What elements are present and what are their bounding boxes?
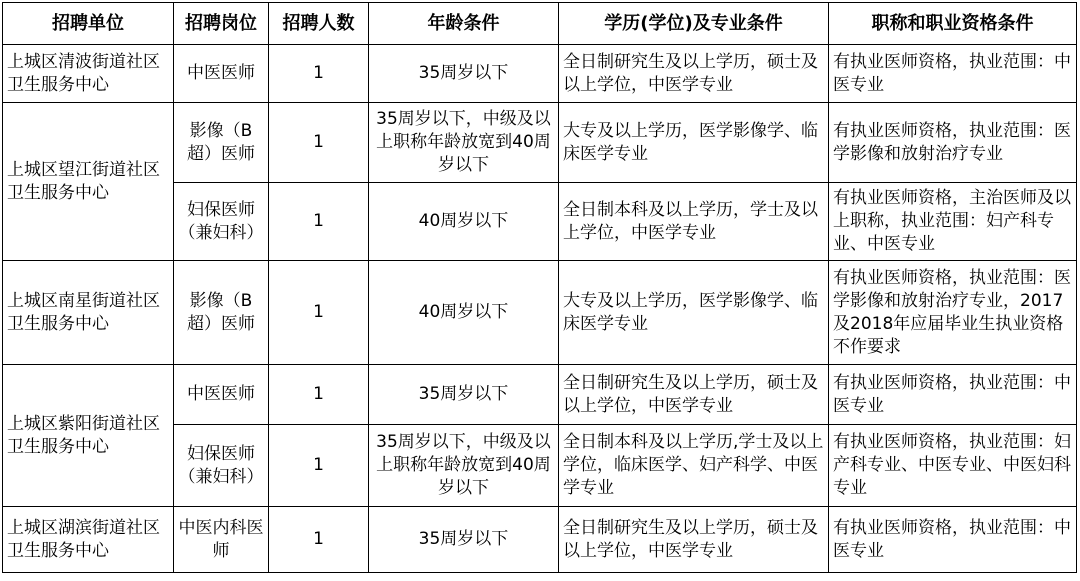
education-cell: 大专及以上学历，医学影像学、临床医学专业 — [559, 261, 829, 365]
header-post: 招聘岗位 — [174, 3, 269, 45]
qualification-cell: 有执业医师资格，执业范围：中医专业 — [829, 365, 1077, 425]
education-cell: 全日制研究生及以上学历，硕士及以上学位，中医学专业 — [559, 365, 829, 425]
post-cell: 中医内科医师 — [174, 507, 269, 573]
unit-cell: 上城区南星街道社区卫生服务中心 — [3, 261, 174, 365]
header-count: 招聘人数 — [269, 3, 369, 45]
count-cell: 1 — [269, 183, 369, 261]
table-row — [3, 365, 1077, 425]
age-cell: 35周岁以下 — [369, 45, 559, 103]
unit-cell: 上城区望江街道社区卫生服务中心 — [3, 103, 174, 261]
count-cell: 1 — [269, 261, 369, 365]
education-cell: 全日制研究生及以上学历，硕士及以上学位，中医学专业 — [559, 45, 829, 103]
post-cell: 中医医师 — [174, 365, 269, 425]
age-cell: 40周岁以下 — [369, 183, 559, 261]
table-row — [3, 507, 1077, 573]
post-cell: 妇保医师（兼妇科） — [174, 425, 269, 507]
count-cell: 1 — [269, 507, 369, 573]
post-cell: 中医医师 — [174, 45, 269, 103]
education-cell: 大专及以上学历，医学影像学、临床医学专业 — [559, 103, 829, 183]
recruitment-table — [2, 2, 1077, 573]
unit-cell: 上城区清波街道社区卫生服务中心 — [3, 45, 174, 103]
post-cell: 影像（B超）医师 — [174, 103, 269, 183]
table-row — [3, 103, 1077, 183]
education-cell: 全日制本科及以上学历，学士及以上学位，中医学专业 — [559, 183, 829, 261]
header-age: 年龄条件 — [369, 3, 559, 45]
education-cell: 全日制研究生及以上学历，硕士及以上学位，中医学专业 — [559, 507, 829, 573]
qualification-cell: 有执业医师资格，执业范围：中医专业 — [829, 507, 1077, 573]
age-cell: 35周岁以下 — [369, 365, 559, 425]
qualification-cell: 有执业医师资格，执业范围：妇产科专业、中医专业、中医妇科专业 — [829, 425, 1077, 507]
qualification-cell: 有执业医师资格，执业范围：中医专业 — [829, 45, 1077, 103]
age-cell: 35周岁以下 — [369, 507, 559, 573]
table-row — [3, 261, 1077, 365]
post-cell: 妇保医师（兼妇科） — [174, 183, 269, 261]
count-cell: 1 — [269, 45, 369, 103]
header-education: 学历(学位)及专业条件 — [559, 3, 829, 45]
qualification-cell: 有执业医师资格，主治医师及以上职称，执业范围：妇产科专业、中医专业 — [829, 183, 1077, 261]
unit-cell: 上城区紫阳街道社区卫生服务中心 — [3, 365, 174, 507]
age-cell: 40周岁以下 — [369, 261, 559, 365]
header-unit: 招聘单位 — [3, 3, 174, 45]
count-cell: 1 — [269, 103, 369, 183]
post-cell: 影像（B超）医师 — [174, 261, 269, 365]
count-cell: 1 — [269, 425, 369, 507]
header-row — [3, 3, 1077, 45]
header-qualification: 职称和职业资格条件 — [829, 3, 1077, 45]
age-cell: 35周岁以下，中级及以上职称年龄放宽到40周岁以下 — [369, 103, 559, 183]
qualification-cell: 有执业医师资格，执业范围：医学影像和放射治疗专业，2017及2018年应届毕业生执业资格不作要求 — [829, 261, 1077, 365]
unit-cell: 上城区湖滨街道社区卫生服务中心 — [3, 507, 174, 573]
age-cell: 35周岁以下，中级及以上职称年龄放宽到40周岁以下 — [369, 425, 559, 507]
count-cell: 1 — [269, 365, 369, 425]
education-cell: 全日制本科及以上学历,学士及以上学位，临床医学、妇产科学、中医学专业 — [559, 425, 829, 507]
table-row — [3, 45, 1077, 103]
qualification-cell: 有执业医师资格，执业范围：医学影像和放射治疗专业 — [829, 103, 1077, 183]
